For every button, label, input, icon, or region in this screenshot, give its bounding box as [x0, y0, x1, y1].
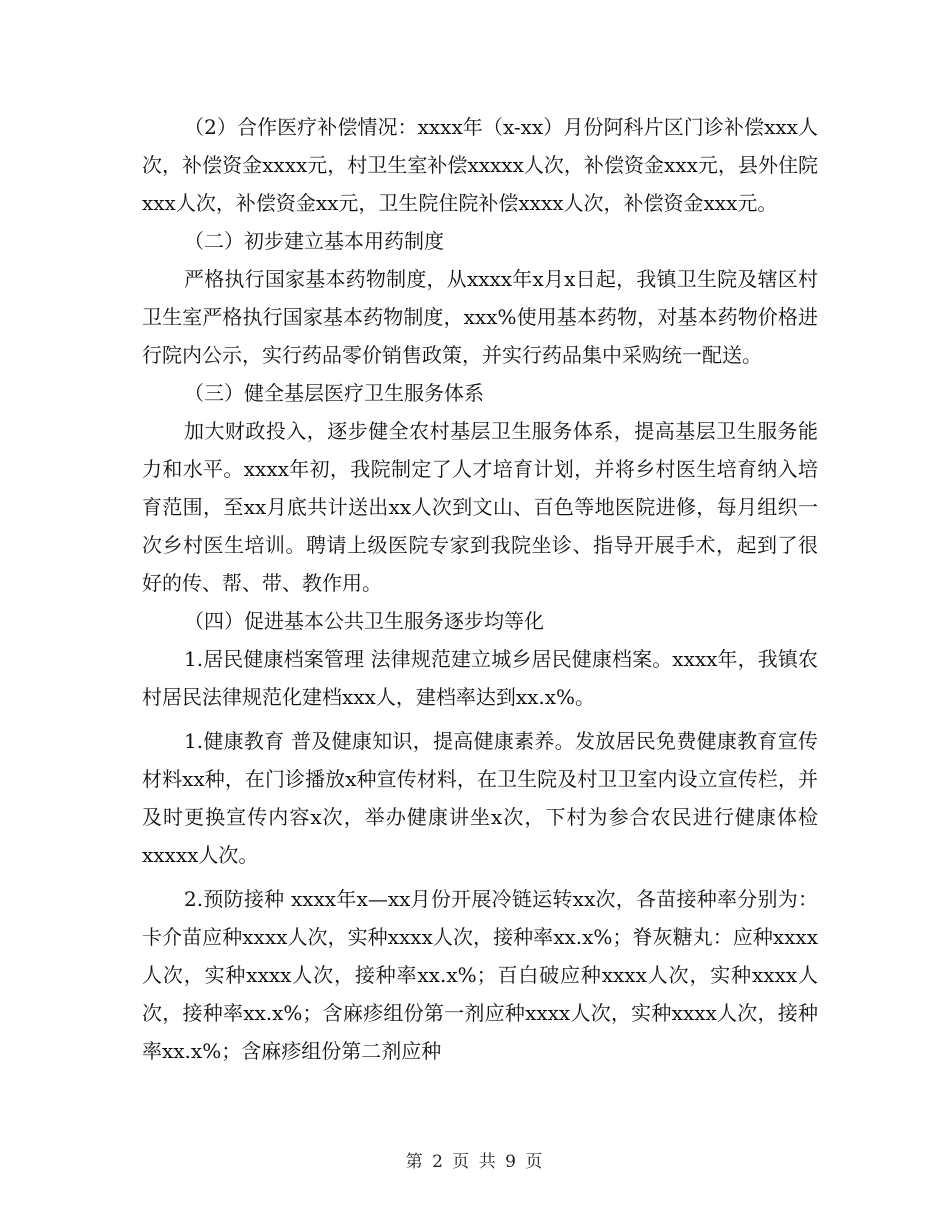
section-heading-basic-drugs: （二）初步建立基本用药制度 — [184, 229, 444, 253]
document-body — [142, 108, 818, 1070]
paragraph-service-system: 加大财政投入，逐步健全农村基层卫生服务体系，提高基层卫生服务能力和水平。xxxx年初，我院制定了人才培育计划，并将乡村医生培育纳入培育范围，至xx月底共计送出xx人次到文山、百色等地医院进修，每月组织一次乡村医生培训。聘请上级医院专家到我院坐诊、指导开展手术，起到了很好的传、帮、带、教作用。 — [142, 419, 818, 595]
section-heading-service-system: （三）健全基层医疗卫生服务体系 — [184, 381, 484, 405]
page-number-footer: 第 2 页 共 9 页 — [405, 1152, 545, 1172]
section-heading-public-health: （四）促进基本公共卫生服务逐步均等化 — [184, 609, 544, 633]
paragraph-basic-drugs: 严格执行国家基本药物制度，从xxxx年x月x日起，我镇卫生院及辖区村卫生室严格执行国家基本药物制度，xxx%使用基本药物，对基本药物价格进行院内公示，实行药品零价销售政策，并实行药品集中采购统一配送。 — [142, 267, 818, 367]
paragraph-health-education: 1.健康教育 普及健康知识，提高健康素养。发放居民免费健康教育宣传材料xx种，在门诊播放x种宣传材料，在卫生院及村卫卫室内设立宣传栏，并及时更换宣传内容x次，举办健康讲坐x次，下村为参合农民进行健康体检xxxxx人次。 — [142, 729, 818, 867]
paragraph-vaccination: 2.预防接种 xxxx年x—xx月份开展冷链运转xx次，各苗接种率分别为：卡介苗应种xxxx人次，实种xxxx人次，接种率xx.x%；脊灰糖丸：应种xxxx人次，实种xxxx人次，接种率xx.x%；百白破应种xxxx人次，实种xxxx人次，接种率xx.x%；含麻疹组份第一剂应种xxxx人次，实种xxxx人次，接种率xx.x%；含麻疹组份第二剂应种 — [142, 887, 818, 1063]
paragraph-health-records: 1.居民健康档案管理 法律规范建立城乡居民健康档案。xxxx年，我镇农村居民法律规范化建档xxx人，建档率达到xx.x%。 — [142, 647, 818, 709]
paragraph-compensation: （2）合作医疗补偿情况：xxxx年（x-xx）月份阿科片区门诊补偿xxx人次，补偿资金xxxx元，村卫生室补偿xxxxx人次，补偿资金xxx元，县外住院xxx人次，补偿资金xx元，卫生院住院补偿xxxx人次，补偿资金xxx元。 — [142, 115, 818, 215]
